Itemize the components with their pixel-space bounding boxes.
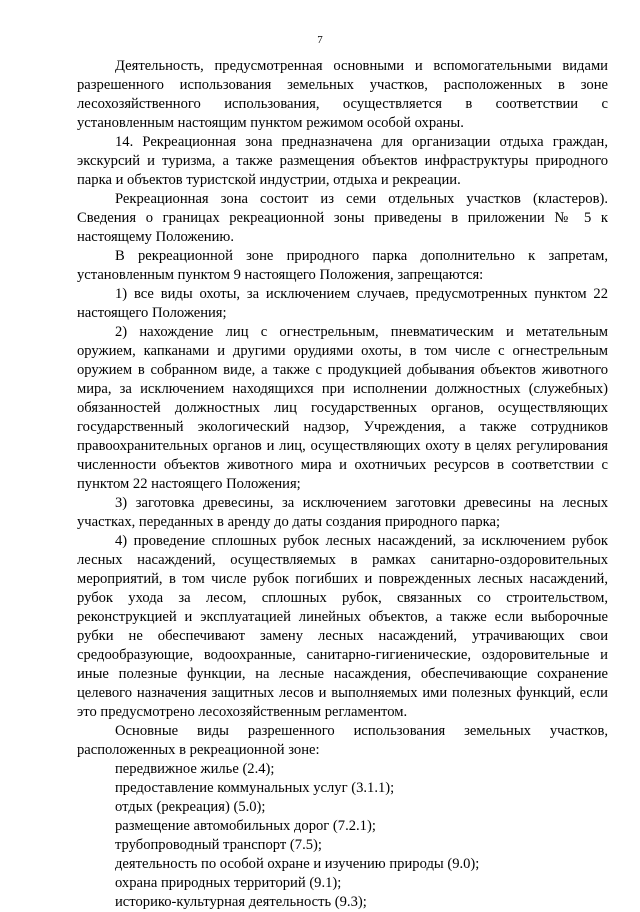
list-item: историко-культурная деятельность (9.3); (115, 894, 367, 910)
paragraph-prohibitions-intro: В рекреационной зоне природного парка дополнительно к запретам, установленным пунктом 9 настоящего Положения, запрещаются: (77, 248, 608, 283)
list-item: отдых (рекреация) (5.0); (115, 799, 266, 815)
list-item: деятельность по особой охране и изучению природы (9.0); (115, 856, 480, 872)
list-item: передвижное жилье (2.4); (115, 761, 275, 777)
prohibition-item-4: 4) проведение сплошных рубок лесных насаждений, за исключением рубок лесных насаждений, осуществляемых в рамках санитарно-оздоровительных мероприятий, в том числе рубок погибших и поврежденных лесных насаждений, рубок ухода за лесом, сплошных рубок, связанных со строительством, реконструкцией и эксплуатацией линейных объектов, а также если выборочные рубки не обеспечивают замену лесных насаждений, утрачивающих свои средообразующие, водоохранные, санитарно-гигиенические, оздоровительные и иные полезные функции, на лесные насаждения, обеспечивающие сохранение целевого назначения защитных лесов и выполняемых ими полезных функций, если это предусмотрено лесохозяйственным регламентом. (77, 533, 608, 720)
page-number: 7 (317, 34, 323, 46)
list-item: трубопроводный транспорт (7.5); (115, 837, 322, 853)
list-item: охрана природных территорий (9.1); (115, 875, 342, 891)
list-item: размещение автомобильных дорог (7.2.1); (115, 818, 376, 834)
permitted-uses-list (77, 760, 608, 912)
paragraph-forestry-zone-activity: Деятельность, предусмотренная основными и вспомогательными видами разрешенного использования земельных участков, расположенных в зоне лесохозяйственного использования, осуществляется в соответствии с установленным настоящим пунктом режимом особой охраны. (77, 58, 608, 131)
document-body (77, 57, 608, 912)
prohibition-item-1: 1) все виды охоты, за исключением случаев, предусмотренных пунктом 22 настоящего Положения; (77, 286, 608, 321)
prohibition-item-3: 3) заготовка древесины, за исключением заготовки древесины на лесных участках, переданных в аренду до даты создания природного парка; (77, 495, 608, 530)
paragraph-recreation-zone-clusters: Рекреационная зона состоит из семи отдельных участков (кластеров). Сведения о границах рекреационной зоны приведены в приложении № 5 к настоящему Положению. (77, 191, 608, 245)
paragraph-recreation-zone-purpose: 14. Рекреационная зона предназначена для организации отдыха граждан, экскурсий и туризма, а также размещения объектов инфраструктуры природного парка и объектов туристской индустрии, отдыха и рекреации. (77, 134, 608, 188)
prohibition-item-2: 2) нахождение лиц с огнестрельным, пневматическим и метательным оружием, капканами и другими орудиями охоты, в том числе с огнестрельным оружием в собранном виде, а также с продукцией добывания объектов животного мира, за исключением находящихся при исполнении должностных (служебных) обязанностей должностных лиц государственных органов, осуществляющих государственный экологический надзор, Учреждения, а также сотрудников правоохранительных органов и лиц, осуществляющих охоту в целях регулирования численности объектов животного мира и охотничьих ресурсов в соответствии с пунктом 22 настоящего Положения; (77, 324, 608, 492)
paragraph-permitted-uses-intro: Основные виды разрешенного использования земельных участков, расположенных в рекреационной зоне: (77, 723, 608, 758)
list-item: предоставление коммунальных услуг (3.1.1); (115, 780, 395, 796)
